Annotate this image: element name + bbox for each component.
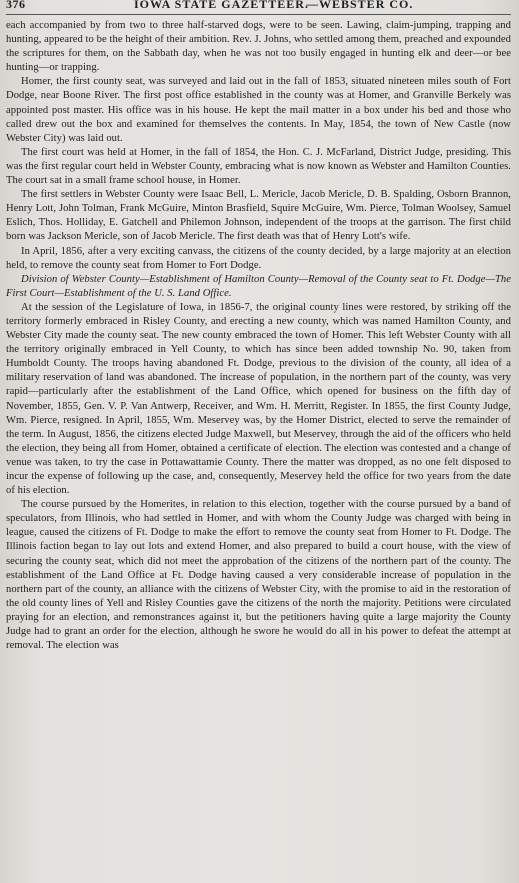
running-title: IOWA STATE GAZETTEER. — [134, 0, 309, 11]
section-heading: Division of Webster County—Establishment of Hamilton County—Removal of the County seat to Ft. Dodge—The First Court—Establishment of the U. S. Land Office. — [6, 273, 511, 299]
paragraph-homerites: The course pursued by the Homerites, in relation to this election, together with the course pursued by a band of speculators, from Illinois, who had settled in Homer, and with whom the County Judge was charged with being in league, caused the citizens of Ft. Dodge to make the effort to remove the county seat from Homer to Ft. Dodge. The Illinois faction began to lay out lots and extend Homer, and also prepared to build a court house, with the view of securing the county seat, which did not meet the approbation of the citizens of the northern part of the county. The establishment of the Land Office at Ft. Dodge having caused a very considerable increase of population in the northern part of the county, an alliance with the citizens of Webster City, with the promise to aid in the restoration of the old county lines of Yell and Risley Counties gave the citizens of the north the majority. Petitions were circulated praying for an election, and remonstrances against it, but the petitioners having quite a large majority the County Judge had to grant an order for the election, although he swore he would do all in his power to defeat the attempt at removal. The election was — [6, 499, 511, 652]
paragraph-first-settlers: The first settlers in Webster County were Isaac Bell, L. Mericle, Jacob Mericle, D. B. Spalding, Osborn Brannon, Henry Lott, John Tolman, Frank McGuire, Minton Brasfield, Squire McGuire, Wm. Pierce, Tolman Woolsey, Samuel Eslich, Thos. Holliday, E. Gatchell and Philemon Johnson, independent of the troops at the garrison. The first child born was Jackson Mericle, son of Jacob Mericle. The first death was that of Henry Lott's wife. — [6, 189, 511, 243]
page-number: 376 — [6, 0, 26, 11]
article-body — [6, 19, 511, 653]
paragraph-homer: Homer, the first county seat, was surveyed and laid out in the fall of 1853, situated nineteen miles south of Fort Dodge, near Boone River. The first post office established in the county was at Homer, and Granville Berkely was appointed post master. His office was in his house. He kept the mail matter in a box under his bed and those who called drew out the box and examined for themselves the contents. In May, 1854, the town of New Castle (now Webster City) was laid out. — [6, 76, 511, 144]
paragraph-legislature: At the session of the Legislature of Iowa, in 1856-7, the original county lines were restored, by striking off the territory formerly embraced in Risley County, and erecting a new county, which was named Hamilton County, and Webster City made the county seat. The new county embraced the town of Homer. This left Webster County with all the territory originally embraced in Yell County, to which has since been added township No. 90, taken from Humboldt County. The troops having abandoned Ft. Dodge, previous to the division of the county, all idea of a military reservation of land was abandoned. The increase of population, in the northern part of the county, was very rapid—particularly after the establishment of the Land Office, which opened for business on the fifth day of November, 1855, Gen. V. P. Van Antwerp, Receiver, and Wm. H. Merritt, Register. In 1855, the first County Judge, Wm. Pierce, resigned. In April, 1855, Wm. Meservey was, by the Homer District, elected to serve the remainder of the term. In August, 1856, the citizens elected Judge Maxwell, but Meservey, through the aid of the officers who held the election, they being all from Homer, obtained a certificate of election. The election was contested and a change of venue was taken, to try the case in Pottawattamie County. There the matter was dropped, as no one felt disposed to incur the expense of following up the case, and, consequently, Meservey held the office for two years from the date of his election. — [6, 301, 511, 497]
running-header — [6, 0, 511, 15]
paragraph-continuation: each accompanied by from two to three half-starved dogs, were to be seen. Lawing, claim-jumping, trapping and hunting, appeared to be the height of their ambition. Rev. J. Johns, who settled among them, preached and expounded the scriptures for them, on the Sabbath day, when he was not too busily engaged in hunting elk and deer—or bee hunting—or trapping. — [6, 20, 511, 74]
paragraph-first-court: The first court was held at Homer, in the fall of 1854, the Hon. C. J. McFarland, District Judge, presiding. This was the first regular court held in Webster County, embracing what is now known as Webster and Hamilton Counties. The court sat in a small frame school house, in Homer. — [6, 146, 511, 187]
paragraph-county-seat-removal: In April, 1856, after a very exciting canvass, the citizens of the county decided, by a large majority at an election held, to remove the county seat from Homer to Fort Dodge. — [6, 245, 511, 271]
running-subtitle: —WEBSTER CO. — [306, 0, 414, 11]
